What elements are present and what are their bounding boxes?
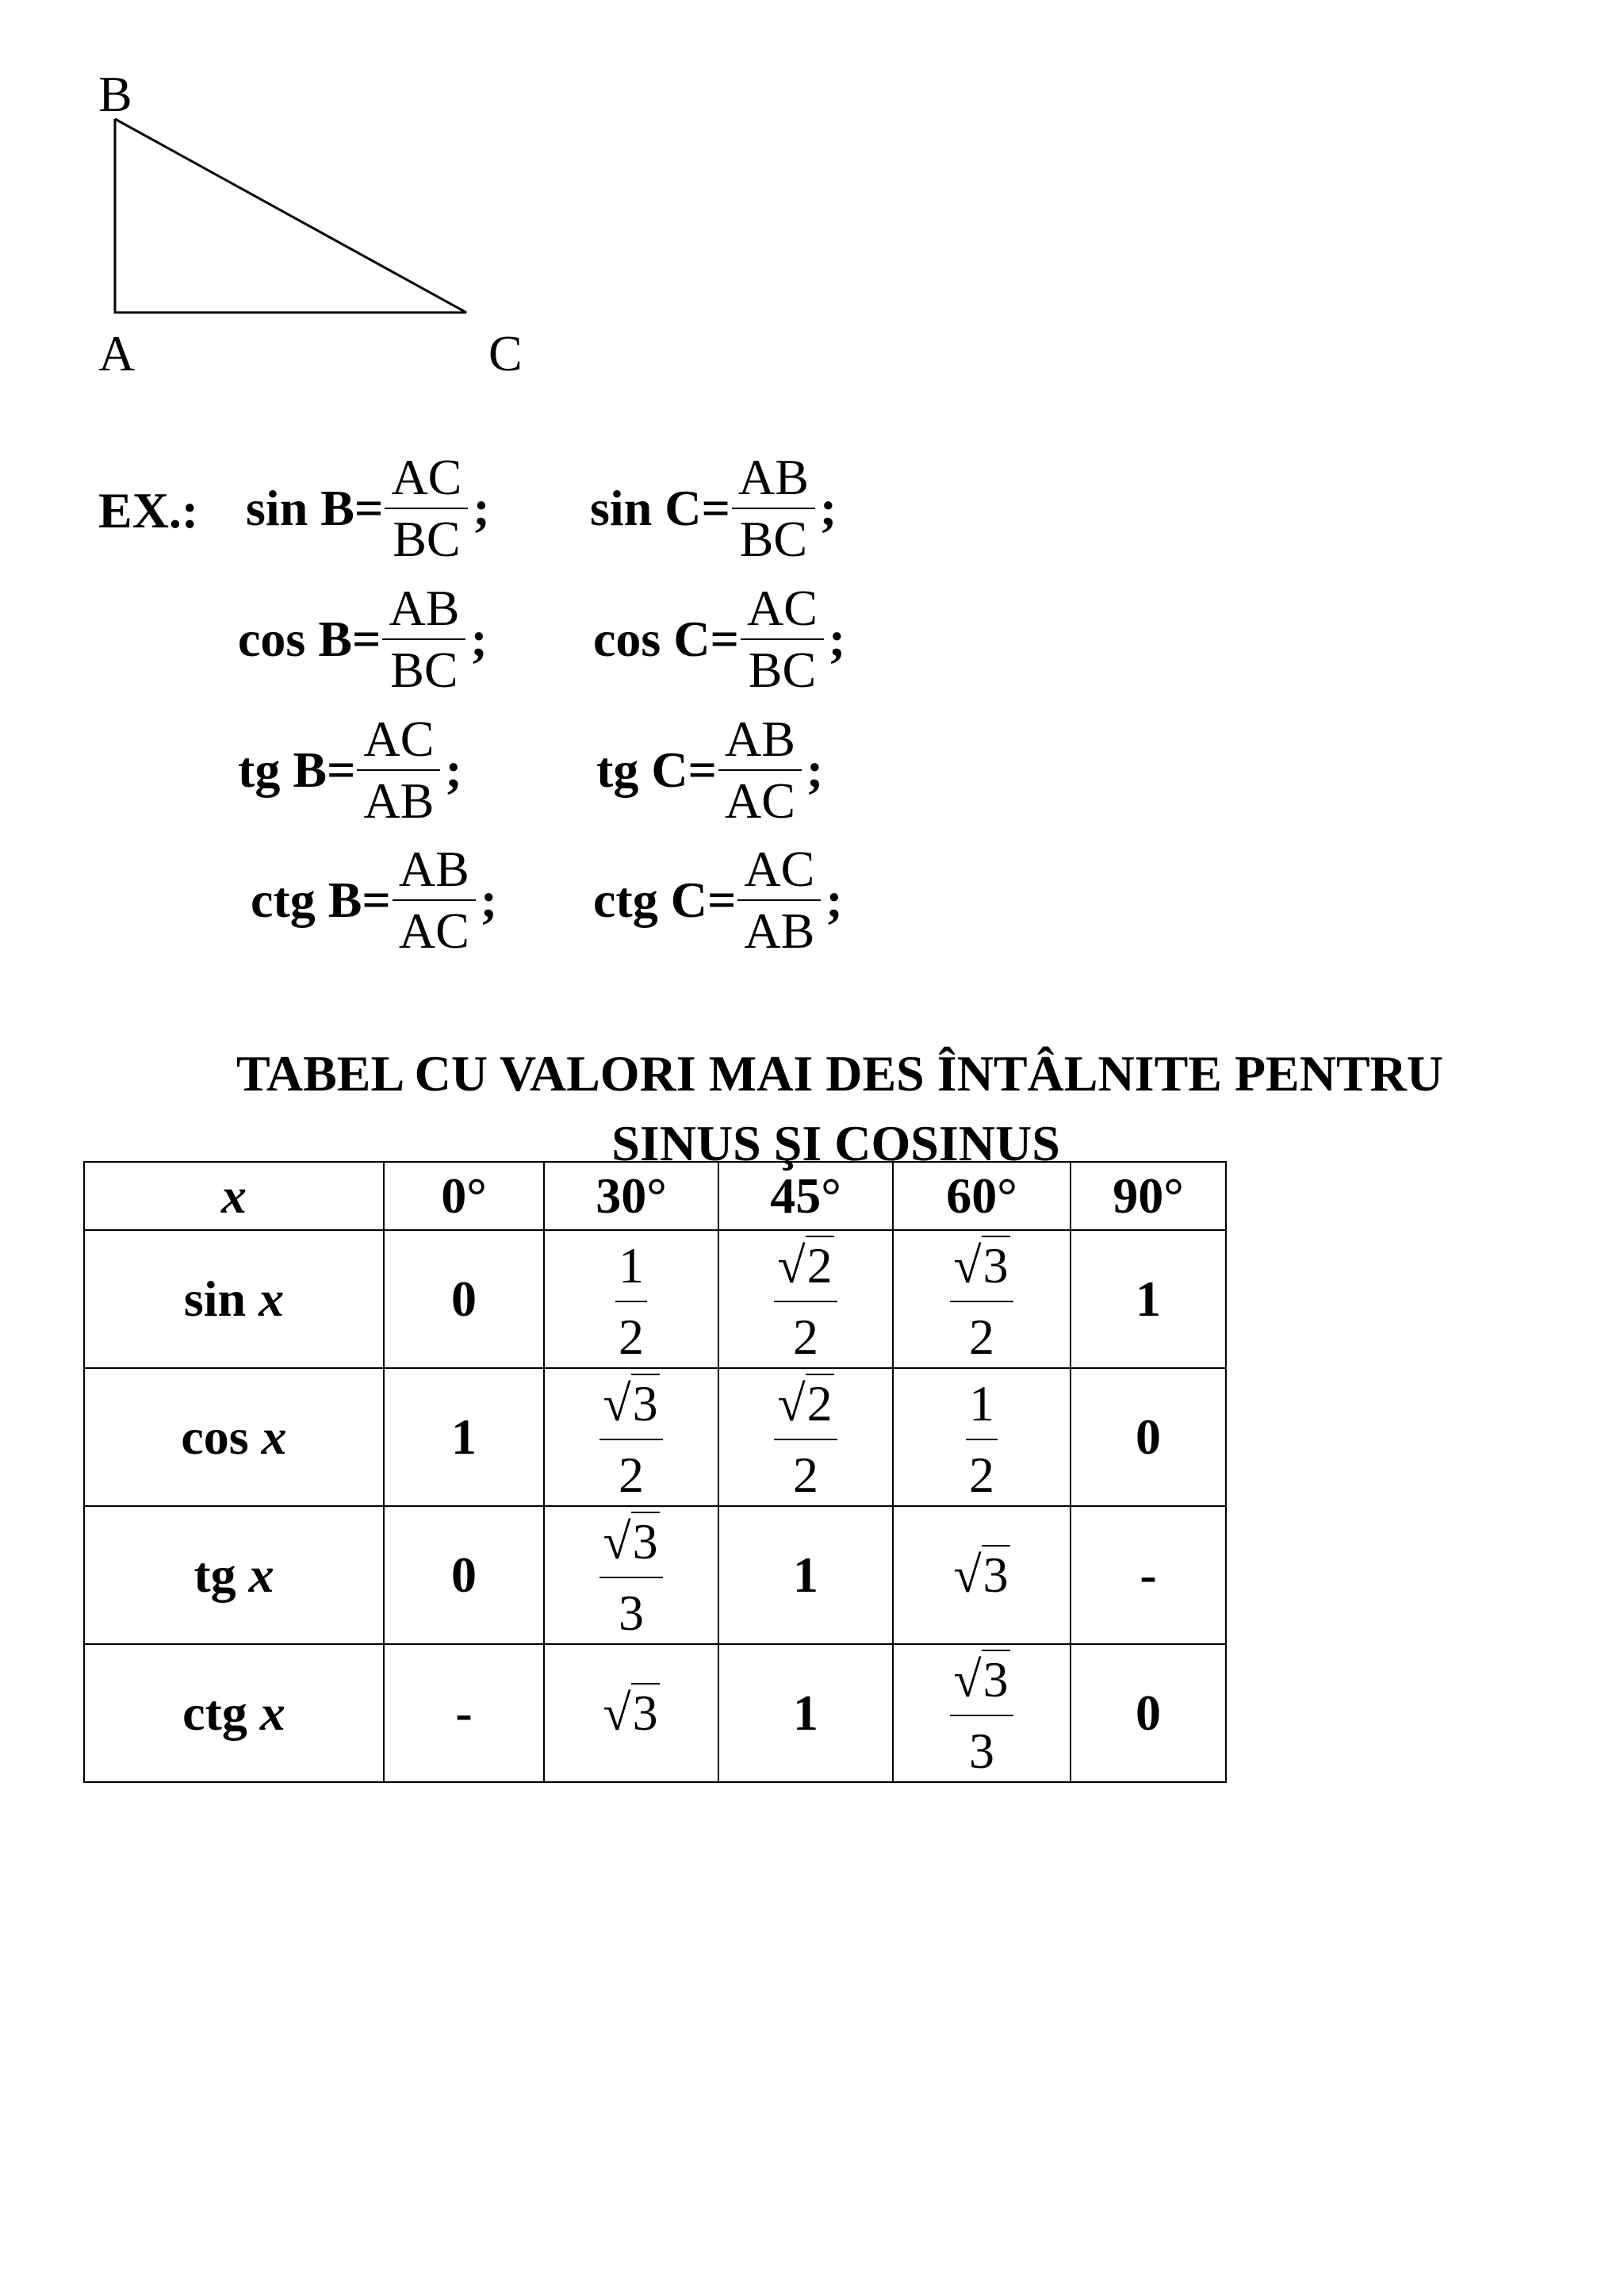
fraction-denominator: BC [739,511,808,567]
vertex-label-c: C [488,325,523,381]
value-fraction [945,1236,1017,1365]
value-cell [384,1368,544,1506]
radical-sign-icon: √ [953,1236,982,1294]
fraction [718,711,802,829]
radicand: 3 [632,1512,658,1570]
formula-lhs: cos B= [238,611,381,667]
value-fraction [769,1236,841,1365]
formula-left-4 [251,841,498,959]
fraction-denominator: AC [725,772,795,829]
value-text: 1 [1136,1271,1161,1327]
fraction-denominator: 2 [969,1308,994,1365]
fraction-denominator: BC [390,642,458,698]
square-root [603,1374,659,1432]
formula-left-2 [238,580,488,698]
function-variable: x [259,1271,285,1327]
formula-semicolon: ; [828,611,846,667]
radicand: 3 [632,1374,658,1432]
formula-lhs: tg B= [238,742,356,798]
value-cell [544,1230,718,1368]
fraction [732,449,815,567]
radicand: 3 [982,1547,1009,1603]
numerator-text: 1 [619,1236,644,1294]
row-label [84,1368,384,1506]
formula-lhs: cos C= [593,611,739,667]
radical-sign-icon: √ [603,1374,631,1432]
fraction-numerator: AC [363,711,435,767]
fraction [741,580,824,698]
formula-semicolon: ; [480,872,498,928]
fraction-numerator: AC [391,449,462,505]
vertex-label-a: A [98,325,136,381]
numerator-text: 1 [969,1374,994,1432]
radical-sign-icon: √ [777,1374,806,1432]
radicand: 2 [806,1236,833,1294]
value-text: 0 [451,1547,477,1603]
value-cell [718,1230,893,1368]
value-cell [544,1506,718,1644]
formula-lhs: sin B= [246,480,384,536]
fraction-numerator [769,1236,841,1301]
fraction-numerator: AC [744,841,815,897]
value-fraction [595,1512,667,1641]
fraction [385,449,468,567]
square-root [953,1545,1009,1603]
value-cell [893,1644,1071,1782]
value-cell [384,1230,544,1368]
formula-lhs: ctg C= [593,872,737,928]
fraction [382,580,465,698]
value-cell [718,1506,893,1644]
value-text: 0 [451,1271,477,1327]
formula-semicolon: ; [445,742,462,798]
square-root [953,1236,1009,1294]
formula-semicolon: ; [819,480,837,536]
value-cell [384,1644,544,1782]
value-text: 0 [1136,1685,1161,1741]
header-cell-variable: x [84,1162,384,1230]
function-variable: x [248,1547,274,1603]
square-root [777,1236,833,1294]
function-name: ctg [182,1685,247,1741]
trig-values-table [83,1161,1227,1783]
value-text: 1 [451,1409,477,1465]
table-row [84,1368,1226,1506]
table-row [84,1506,1226,1644]
formula-semicolon: ; [473,480,490,536]
fraction-denominator: 3 [969,1722,994,1779]
function-variable: x [259,1685,285,1741]
fraction-denominator: 2 [793,1446,818,1503]
fraction [393,841,476,959]
value-cell [893,1506,1071,1644]
vertex-label-b: B [98,66,132,122]
square-root [603,1512,659,1570]
fraction-numerator [945,1236,1017,1301]
header-cell-angle: 0° [384,1162,544,1230]
fraction-denominator: 2 [619,1308,644,1365]
value-cell [1071,1644,1226,1782]
value-fraction [769,1374,841,1503]
row-label [84,1644,384,1782]
header-cell-angle: 30° [544,1162,718,1230]
fraction-numerator: AC [747,580,818,636]
value-text: 1 [793,1685,818,1741]
value-cell [1071,1368,1226,1506]
fraction-numerator [961,1374,1002,1439]
formula-semicolon: ; [470,611,488,667]
fraction-denominator: 2 [969,1446,994,1503]
table-header-row [84,1162,1226,1230]
value-cell [544,1368,718,1506]
fraction [737,841,821,959]
fraction-denominator: AC [398,903,469,959]
value-text: 1 [793,1547,818,1603]
fraction-denominator: BC [748,642,817,698]
value-cell [384,1506,544,1644]
value-fraction [611,1236,652,1365]
formula-lhs: ctg B= [251,872,391,928]
value-text: 0 [1136,1409,1161,1465]
fraction-denominator: 2 [793,1308,818,1365]
header-cell-angle: 90° [1071,1162,1226,1230]
table-row [84,1644,1226,1782]
radical-sign-icon: √ [603,1512,631,1570]
formula-right-2 [593,580,846,698]
fraction-numerator: AB [389,580,460,636]
fraction-numerator [769,1374,841,1439]
table-title-line-2: SINUS ŞI COSINUS [611,1115,1060,1171]
radical-sign-icon: √ [953,1650,982,1708]
fraction-numerator [611,1236,652,1301]
formula-semicolon: ; [825,872,843,928]
radicand: 2 [806,1374,833,1432]
value-cell [893,1230,1071,1368]
fraction-denominator: 2 [619,1446,644,1503]
square-root [777,1374,833,1432]
formula-right-1 [590,449,837,567]
formula-semicolon: ; [806,742,824,798]
formula-right-4 [593,841,843,959]
radical-sign-icon: √ [953,1547,982,1603]
row-label [84,1506,384,1644]
function-name: tg [193,1547,236,1603]
radical-sign-icon: √ [603,1685,631,1741]
radical-sign-icon: √ [777,1236,806,1294]
value-cell [893,1368,1071,1506]
value-fraction [595,1374,667,1503]
table-title [0,1039,1624,1179]
value-text: - [1139,1547,1157,1603]
table-title-line-1: TABEL CU VALORI MAI DES ÎNTÂLNITE PENTRU [236,1045,1444,1102]
row-label [84,1230,384,1368]
right-triangle-figure [0,0,1624,412]
formula-lhs: sin C= [590,480,730,536]
fraction-denominator: 3 [619,1584,644,1641]
square-root [603,1683,659,1741]
header-cell-angle: 45° [718,1162,893,1230]
formula-right-3 [596,711,824,829]
value-cell [1071,1230,1226,1368]
value-cell [1071,1506,1226,1644]
value-fraction [961,1374,1002,1503]
fraction-numerator: AB [725,711,795,767]
function-variable: x [261,1409,287,1465]
value-cell [718,1368,893,1506]
fraction [357,711,440,829]
radicand: 3 [632,1685,658,1741]
formula-lhs: tg C= [596,742,717,798]
value-text: - [455,1685,473,1741]
fraction-denominator: AB [744,903,815,959]
function-name: cos [181,1409,249,1465]
formula-left-1 [246,449,490,567]
fraction-denominator: AB [363,772,435,829]
fraction-numerator [945,1650,1017,1715]
examples-prefix: EX.: [98,482,199,539]
fraction-denominator: BC [393,511,461,567]
triangle-outline [115,119,466,312]
fraction-numerator [595,1512,667,1577]
formula-left-3 [238,711,462,829]
table-row [84,1230,1226,1368]
fraction-numerator: AB [737,449,809,505]
fraction-numerator: AB [398,841,469,897]
header-cell-angle: 60° [893,1162,1071,1230]
fraction-numerator [595,1374,667,1439]
radicand: 3 [982,1236,1009,1294]
square-root [953,1650,1009,1708]
radicand: 3 [982,1650,1009,1708]
function-name: sin [183,1271,247,1327]
value-cell [544,1644,718,1782]
value-fraction [945,1650,1017,1779]
value-cell [718,1644,893,1782]
